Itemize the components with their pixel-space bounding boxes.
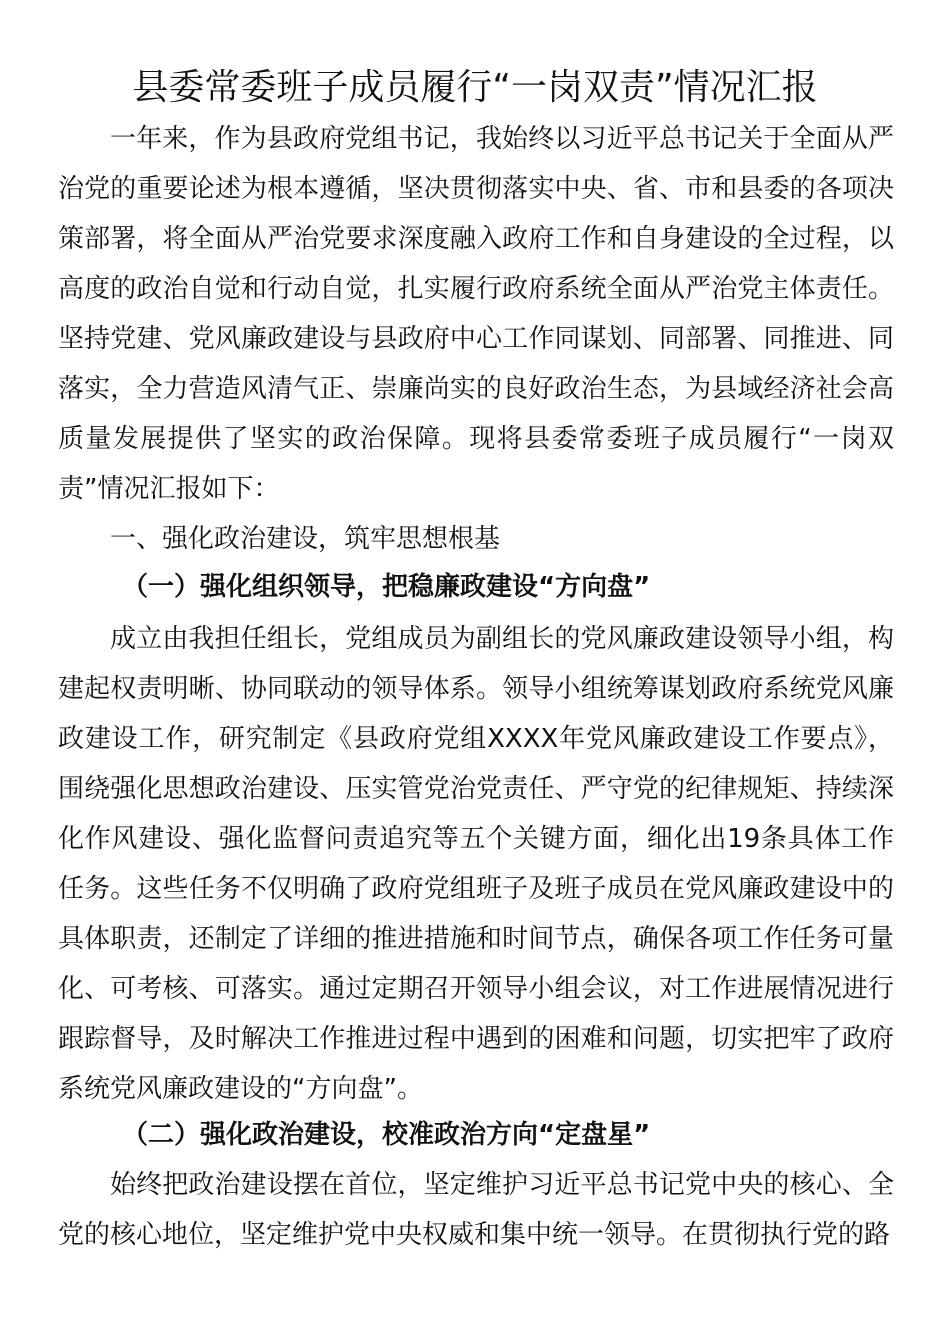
document-title: 县委常委班子成员履行“一岗双责”情况汇报 bbox=[132, 67, 818, 108]
subsection-heading-2: （二）强化政治建设，校准政治方向“定盘星” bbox=[122, 1120, 651, 1150]
subsection-2-paragraph: 始终把政治建设摆在首位，坚定维护习近平总书记党中央的核心、全党的核心地位，坚定维护党中央权威和集中统一领导。在贯彻执行党的路 bbox=[58, 1170, 894, 1250]
subsection-1-paragraph: 成立由我担任组长，党组成员为副组长的党风廉政建设领导小组，构建起权责明晰、协同联动的领导体系。领导小组统筹谋划政府系统党风廉政建设工作，研究制定《县政府党组XXXX年党风廉政建设工作要点》，围绕强化思想政治建设、压实管党治党责任、严守党的纪律规矩、持续深化作风建设、强化监督问责追究等五个关键方面，细化出19条具体工作任务。这些任务不仅明确了政府党组班子及班子成员在党风廉政建设中的具体职责，还制定了详细的推进措施和时间节点，确保各项工作任务可量化、可考核、可落实。通过定期召开领导小组会议，对工作进展情况进行跟踪督导，及时解决工作推进过程中遇到的困难和问题，切实把牢了政府系统党风廉政建设的“方向盘”。 bbox=[58, 624, 894, 1104]
subsection-heading-1: （一）强化组织领导，把稳廉政建设“方向盘” bbox=[122, 572, 651, 602]
section-heading-1: 一、强化政治建设，筑牢思想根基 bbox=[110, 524, 501, 554]
intro-paragraph: 一年来，作为县政府党组书记，我始终以习近平总书记关于全面从严治党的重要论述为根本遵循，坚决贯彻落实中央、省、市和县委的各项决策部署，将全面从严治党要求深度融入政府工作和自身建设的全过程，以高度的政治自觉和行动自觉，扎实履行政府系统全面从严治党主体责任。坚持党建、党风廉政建设与县政府中心工作同谋划、同部署、同推进、同落实，全力营造风清气正、崇廉尚实的良好政治生态，为县域经济社会高质量发展提供了坚实的政治保障。现将县委常委班子成员履行“一岗双责”情况汇报如下： bbox=[58, 124, 894, 504]
